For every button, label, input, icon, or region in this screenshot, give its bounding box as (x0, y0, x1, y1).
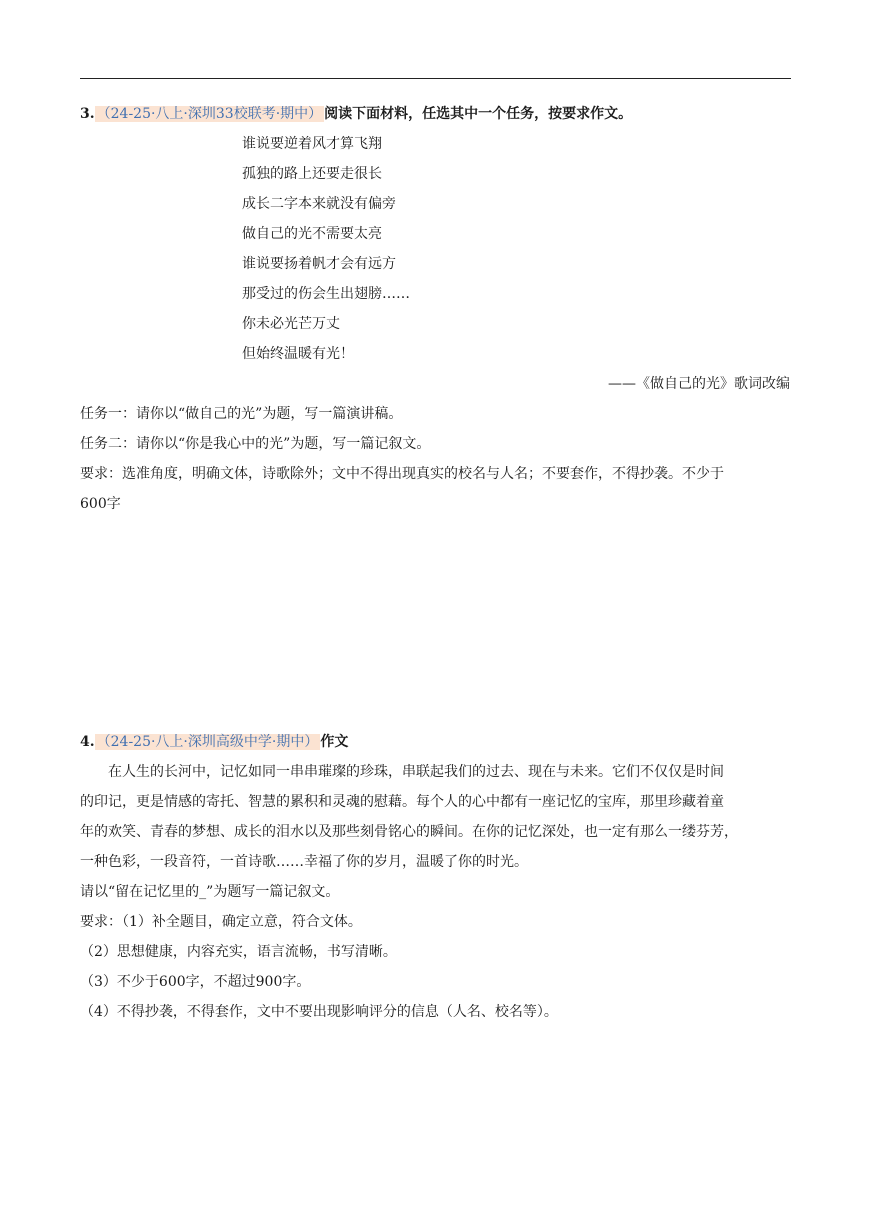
q4-paragraph-line: 在人生的长河中，记忆如同一串串璀璨的珍珠，串联起我们的过去、现在与未来。它们不仅仅是时间 (108, 764, 724, 780)
q3-task-1: 任务一：请你以“做自己的光”为题，写一篇演讲稿。 (80, 406, 403, 422)
q4-paragraph-line: 的印记，更是情感的寄托、智慧的累积和灵魂的慰藉。每个人的心中都有一座记忆的宝库，那里珍藏着童 (80, 794, 724, 810)
q3-source-tag: （24-25·八上·深圳33校联考·期中） (96, 106, 323, 122)
poem-source: ——《做自己的光》歌词改编 (608, 376, 790, 392)
poem-line: 做自己的光不需要太亮 (242, 226, 382, 242)
header-rule (80, 78, 791, 79)
poem-line: 成长二字本来就没有偏旁 (242, 196, 396, 212)
q3-number: 3. (80, 106, 95, 122)
q4-paragraph-line: 一种色彩，一段音符，一首诗歌……幸福了你的岁月，温暖了你的时光。 (80, 854, 528, 870)
q4-header (80, 732, 348, 752)
q4-requirement: （4）不得抄袭，不得套作，文中不要出现影响评分的信息（人名、校名等）。 (80, 1004, 558, 1020)
poem-line: 你未必光芒万丈 (242, 316, 340, 332)
q4-number: 4. (80, 734, 95, 750)
poem-line: 谁说要逆着风才算飞翔 (242, 136, 382, 152)
poem-line: 但始终温暖有光！ (242, 346, 354, 362)
q3-instruction: 阅读下面材料，任选其中一个任务，按要求作文。 (324, 106, 633, 122)
q3-task-2: 任务二：请你以“你是我心中的光”为题，写一篇记叙文。 (80, 436, 431, 452)
q4-requirement: （3）不少于600字，不超过900字。 (80, 974, 311, 990)
poem-line: 谁说要扬着帆才会有远方 (242, 256, 396, 272)
q3-requirements-line-1: 要求：选准角度，明确文体，诗歌除外；文中不得出现真实的校名与人名；不要套作，不得抄袭。不少于 (80, 466, 724, 482)
q4-requirement: （2）思想健康，内容充实，语言流畅，书写清晰。 (80, 944, 397, 960)
q4-prompt: 请以“留在记忆里的_”为题写一篇记叙文。 (80, 884, 340, 900)
q4-title: 作文 (320, 734, 349, 750)
q3-requirements-line-2: 600字 (80, 496, 121, 512)
poem-line: 孤独的路上还要走很长 (242, 166, 382, 182)
q4-paragraph-line: 年的欢笑、青春的梦想、成长的泪水以及那些刻骨铭心的瞬间。在你的记忆深处，也一定有那么一缕芬芳， (80, 824, 738, 840)
q3-header (80, 104, 632, 124)
poem-line: 那受过的伤会生出翅膀…… (242, 286, 410, 302)
q4-requirement: 要求：（1）补全题目，确定立意，符合文体。 (80, 914, 362, 930)
q4-source-tag: （24-25·八上·深圳高级中学·期中） (96, 734, 319, 750)
